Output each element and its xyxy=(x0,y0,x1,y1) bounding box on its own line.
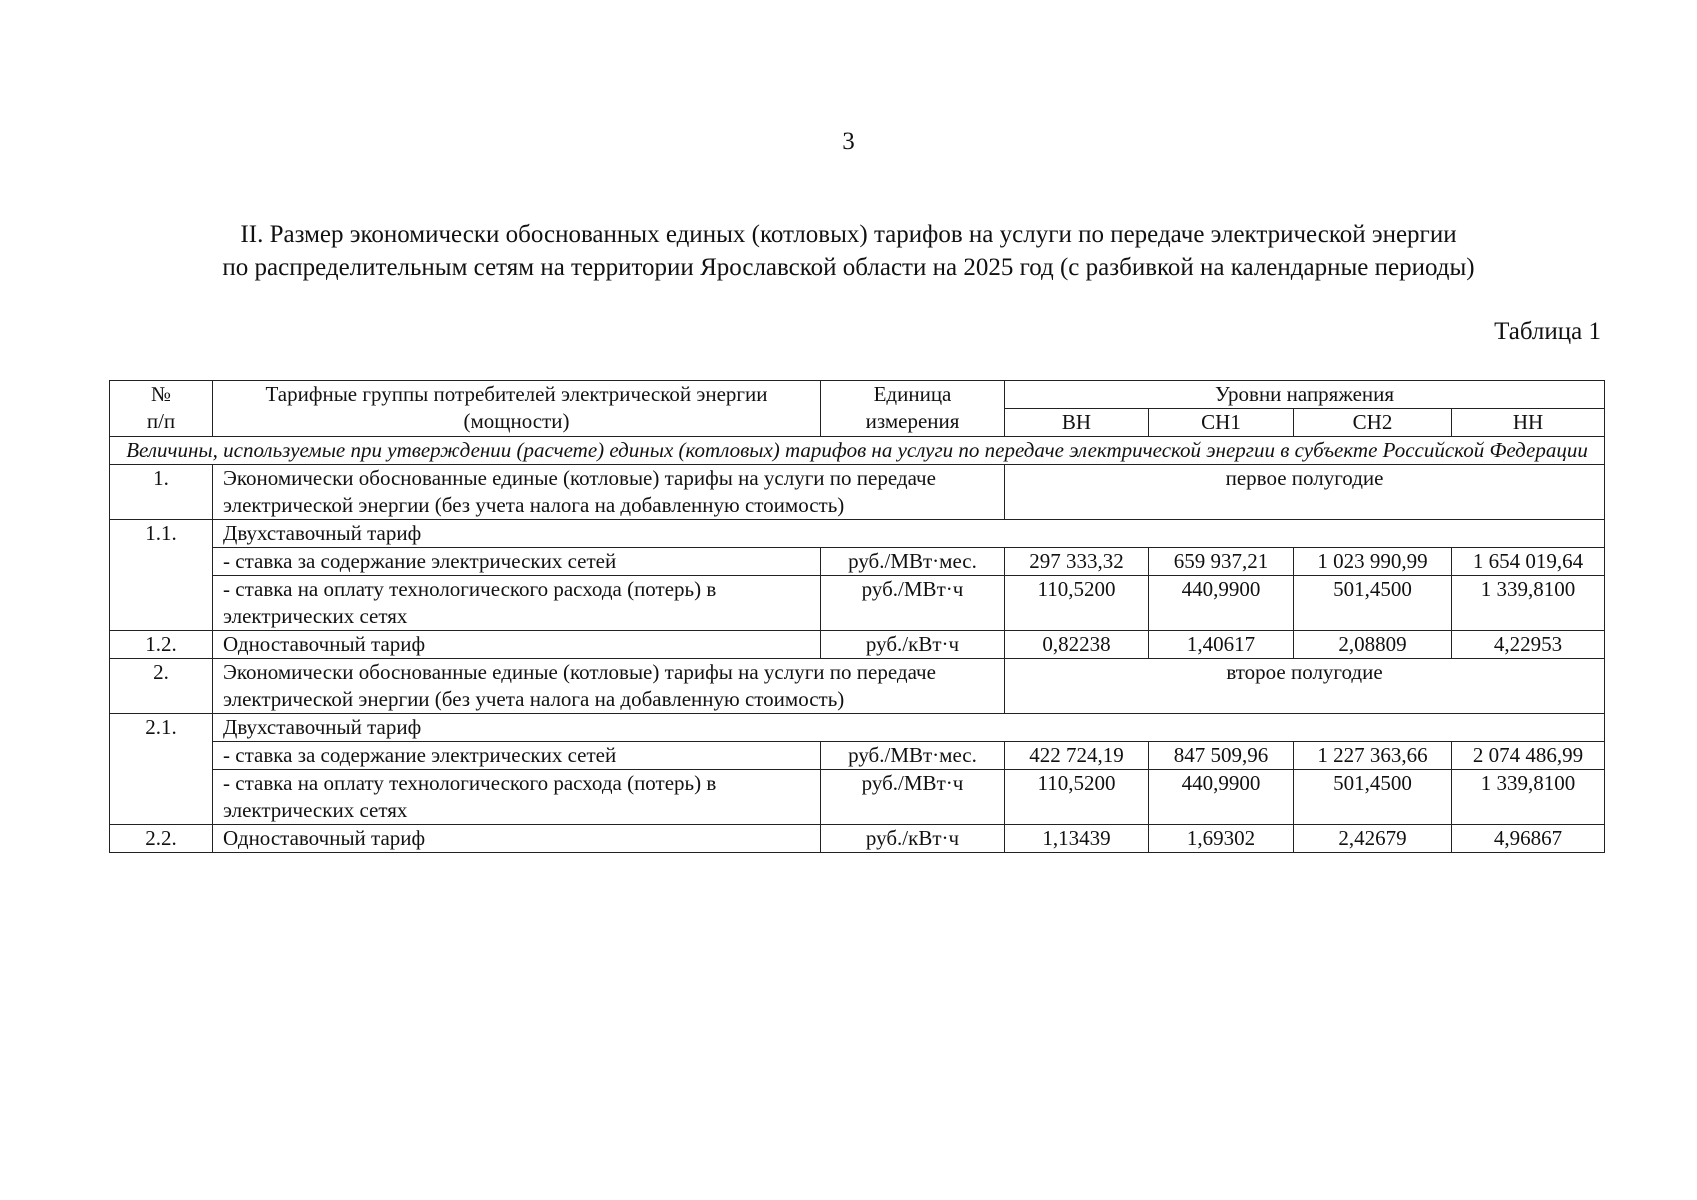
header-group xyxy=(213,381,821,437)
section-2-row xyxy=(110,659,1605,714)
value-nn: 4,22953 xyxy=(1452,631,1605,659)
row-2-1-maintenance xyxy=(110,742,1605,770)
section-1-title: Экономически обоснованные единые (котловые) тарифы на услуги по передаче электрической энергии (без учета налога на добавленную стоимость) xyxy=(213,465,1005,520)
header-vn: ВН xyxy=(1005,409,1149,437)
losses-unit: руб./МВт·ч xyxy=(821,770,1005,825)
value-vn: 110,5200 xyxy=(1005,770,1149,825)
value-vn: 297 333,32 xyxy=(1005,548,1149,576)
maintenance-unit: руб./МВт·мес. xyxy=(821,742,1005,770)
section-1-row xyxy=(110,465,1605,520)
row-2-1-label: Двухставочный тариф xyxy=(213,714,1605,742)
value-nn: 1 654 019,64 xyxy=(1452,548,1605,576)
value-sn1: 440,9900 xyxy=(1149,770,1294,825)
value-vn: 110,5200 xyxy=(1005,576,1149,631)
losses-label: - ставка на оплату технологического расхода (потерь) в электрических сетях xyxy=(213,576,821,631)
header-sn1: СН1 xyxy=(1149,409,1294,437)
page-number: 3 xyxy=(842,128,855,155)
empty-number-cell xyxy=(110,576,213,631)
value-sn2: 1 227 363,66 xyxy=(1294,742,1452,770)
one-rate-label: Одноставочный тариф xyxy=(213,631,821,659)
value-sn2: 1 023 990,99 xyxy=(1294,548,1452,576)
value-sn1: 1,40617 xyxy=(1149,631,1294,659)
value-nn: 2 074 486,99 xyxy=(1452,742,1605,770)
value-sn2: 501,4500 xyxy=(1294,576,1452,631)
section-1-number: 1. xyxy=(110,465,213,520)
row-2-1-number: 2.1. xyxy=(110,714,213,742)
section-1-period: первое полугодие xyxy=(1005,465,1605,520)
maintenance-unit: руб./МВт·мес. xyxy=(821,548,1005,576)
row-1-1-label: Двухставочный тариф xyxy=(213,520,1605,548)
header-unit xyxy=(821,381,1005,437)
losses-label: - ставка на оплату технологического расхода (потерь) в электрических сетях xyxy=(213,770,821,825)
section-2-period: второе полугодие xyxy=(1005,659,1605,714)
header-nn: НН xyxy=(1452,409,1605,437)
value-sn1: 440,9900 xyxy=(1149,576,1294,631)
row-1-2 xyxy=(110,631,1605,659)
header-unit-line-1: Единица xyxy=(873,382,952,406)
maintenance-label: - ставка за содержание электрических сетей xyxy=(213,742,821,770)
value-nn: 4,96867 xyxy=(1452,825,1605,853)
one-rate-label: Одноставочный тариф xyxy=(213,825,821,853)
row-2-1-losses xyxy=(110,770,1605,825)
one-rate-unit: руб./кВт·ч xyxy=(821,825,1005,853)
document-heading xyxy=(60,218,1637,284)
value-sn1: 1,69302 xyxy=(1149,825,1294,853)
row-2-1 xyxy=(110,714,1605,742)
value-sn2: 2,42679 xyxy=(1294,825,1452,853)
empty-number-cell xyxy=(110,548,213,576)
row-1-2-number: 1.2. xyxy=(110,631,213,659)
header-group-line-2: (мощности) xyxy=(463,409,570,433)
row-2-2-number: 2.2. xyxy=(110,825,213,853)
header-number-line-2: п/п xyxy=(146,409,176,433)
heading-line-2: по распределительным сетям на территории Ярославской области на 2025 год (с разбивкой на календарные периоды) xyxy=(222,254,1475,281)
header-group-line-1: Тарифные группы потребителей электрической энергии xyxy=(265,382,768,406)
one-rate-unit: руб./кВт·ч xyxy=(821,631,1005,659)
value-sn1: 659 937,21 xyxy=(1149,548,1294,576)
tariff-table xyxy=(109,380,1605,853)
empty-number-cell xyxy=(110,742,213,770)
losses-unit: руб./МВт·ч xyxy=(821,576,1005,631)
header-unit-line-2: измерения xyxy=(865,409,960,433)
row-1-1-losses xyxy=(110,576,1605,631)
header-row-1 xyxy=(110,381,1605,409)
header-voltage-levels: Уровни напряжения xyxy=(1005,381,1605,409)
value-sn2: 501,4500 xyxy=(1294,770,1452,825)
row-1-1 xyxy=(110,520,1605,548)
heading-line-1: II. Размер экономически обоснованных единых (котловых) тарифов на услуги по передаче электрической энергии xyxy=(240,221,1457,248)
row-2-2 xyxy=(110,825,1605,853)
value-sn2: 2,08809 xyxy=(1294,631,1452,659)
value-vn: 0,82238 xyxy=(1005,631,1149,659)
header-number xyxy=(110,381,213,437)
value-vn: 1,13439 xyxy=(1005,825,1149,853)
value-vn: 422 724,19 xyxy=(1005,742,1149,770)
caption-row xyxy=(110,437,1605,465)
empty-number-cell xyxy=(110,770,213,825)
header-sn2: СН2 xyxy=(1294,409,1452,437)
section-2-number: 2. xyxy=(110,659,213,714)
maintenance-label: - ставка за содержание электрических сетей xyxy=(213,548,821,576)
table-caption: Величины, используемые при утверждении (расчете) единых (котловых) тарифов на услуги по передаче электрической энергии в субъекте Российской Федерации xyxy=(110,437,1605,465)
table-label: Таблица 1 xyxy=(1494,318,1601,345)
row-1-1-number: 1.1. xyxy=(110,520,213,548)
header-number-line-1: № xyxy=(150,382,172,406)
value-nn: 1 339,8100 xyxy=(1452,770,1605,825)
row-1-1-maintenance xyxy=(110,548,1605,576)
value-nn: 1 339,8100 xyxy=(1452,576,1605,631)
value-sn1: 847 509,96 xyxy=(1149,742,1294,770)
section-2-title: Экономически обоснованные единые (котловые) тарифы на услуги по передаче электрической энергии (без учета налога на добавленную стоимость) xyxy=(213,659,1005,714)
